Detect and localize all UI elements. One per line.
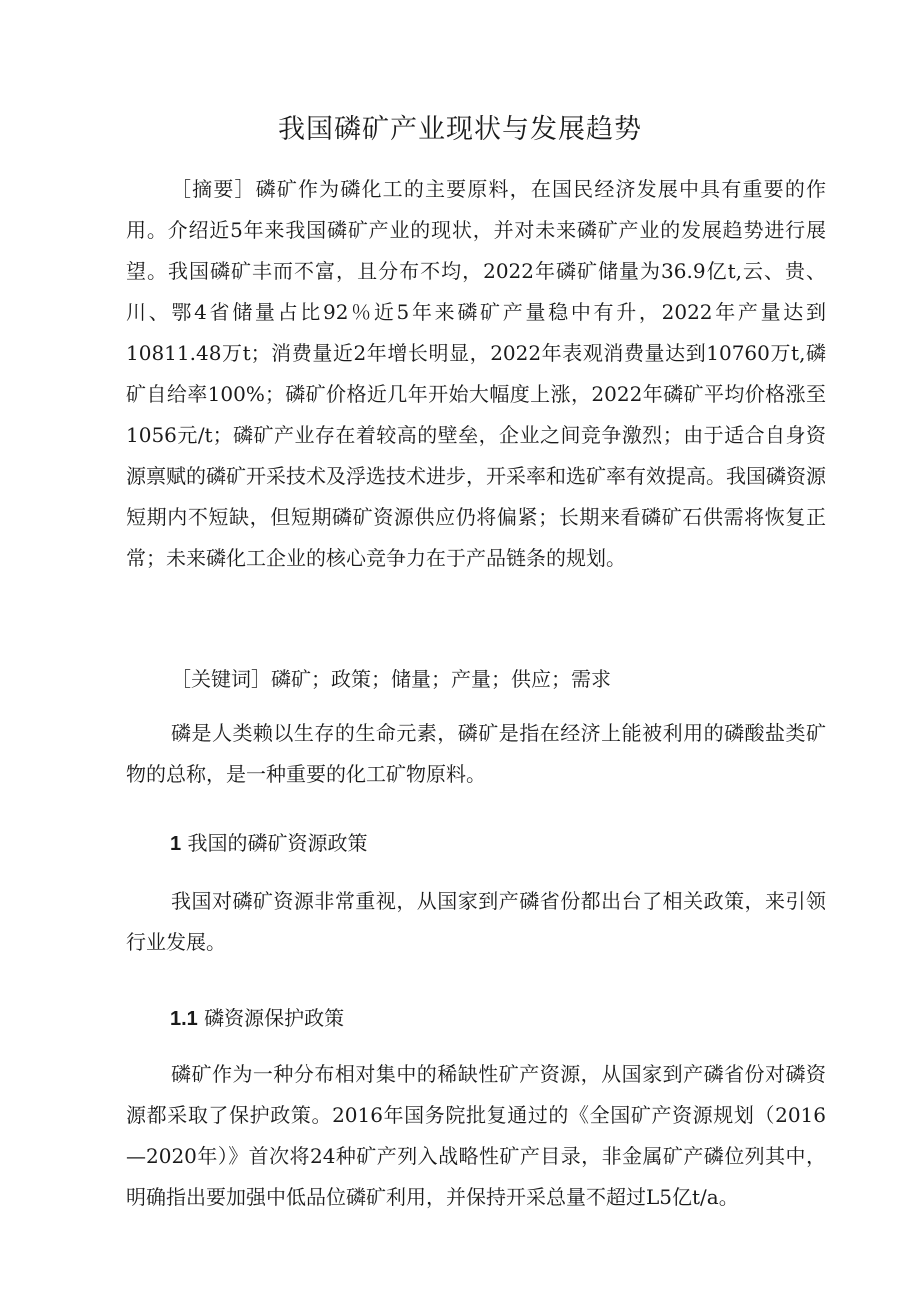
- section-1-heading: [170, 828, 367, 859]
- section-1-1-heading: [170, 1003, 344, 1034]
- keywords-paragraph: ［关键词］磷矿；政策；储量；产量；供应；需求: [171, 667, 611, 691]
- section-1-title: 我国的磷矿资源政策: [187, 831, 368, 855]
- section-1-1-body: 磷矿作为一种分布相对集中的稀缺性矿产资源，从国家到产磷省份对磷资源都采取了保护政策。2016年国务院批复通过的《全国矿产资源规划（2016—2020年）》首次将24种矿产列入战略性矿产目录，非金属矿产磷位列其中，明确指出要加强中低品位磷矿利用，并保持开采总量不超过L5亿t∕a。: [126, 1062, 826, 1209]
- intro-paragraph: 磷是人类赖以生存的生命元素，磷矿是指在经济上能被利用的磷酸盐类矿物的总称，是一种重要的化工矿物原料。: [126, 721, 826, 786]
- section-1-number: 1: [170, 833, 182, 855]
- document-title: 我国磷矿产业现状与发展趋势: [278, 114, 642, 145]
- section-1-1-title: 磷资源保护政策: [204, 1006, 345, 1030]
- section-1-1-number: 1.1: [170, 1008, 198, 1030]
- section-1-body: 我国对磷矿资源非常重视，从国家到产磷省份都出台了相关政策，来引领行业发展。: [126, 889, 826, 954]
- abstract-paragraph: ［摘要］磷矿作为磷化工的主要原料，在国民经济发展中具有重要的作用。介绍近5年来我国磷矿产业的现状，并对未来磷矿产业的发展趋势进行展望。我国磷矿丰而不富，且分布不均，2022年磷矿储量为36.9亿t,云、贵、川、鄂4省储量占比92％近5年来磷矿产量稳中有升，2022年产量达到10811.48万t；消费量近2年增长明显，2022年表观消费量达到10760万t,磷矿自给率100%；磷矿价格近几年开始大幅度上涨，2022年磷矿平均价格涨至1056元/t；磷矿产业存在着较高的壁垒，企业之间竞争激烈；由于适合自身资源禀赋的磷矿开采技术及浮选技术进步，开采率和选矿率有效提高。我国磷资源短期内不短缺，但短期磷矿资源供应仍将偏紧；长期来看磷矿石供需将恢复正常；未来磷化工企业的核心竞争力在于产品链条的规划。: [126, 177, 826, 570]
